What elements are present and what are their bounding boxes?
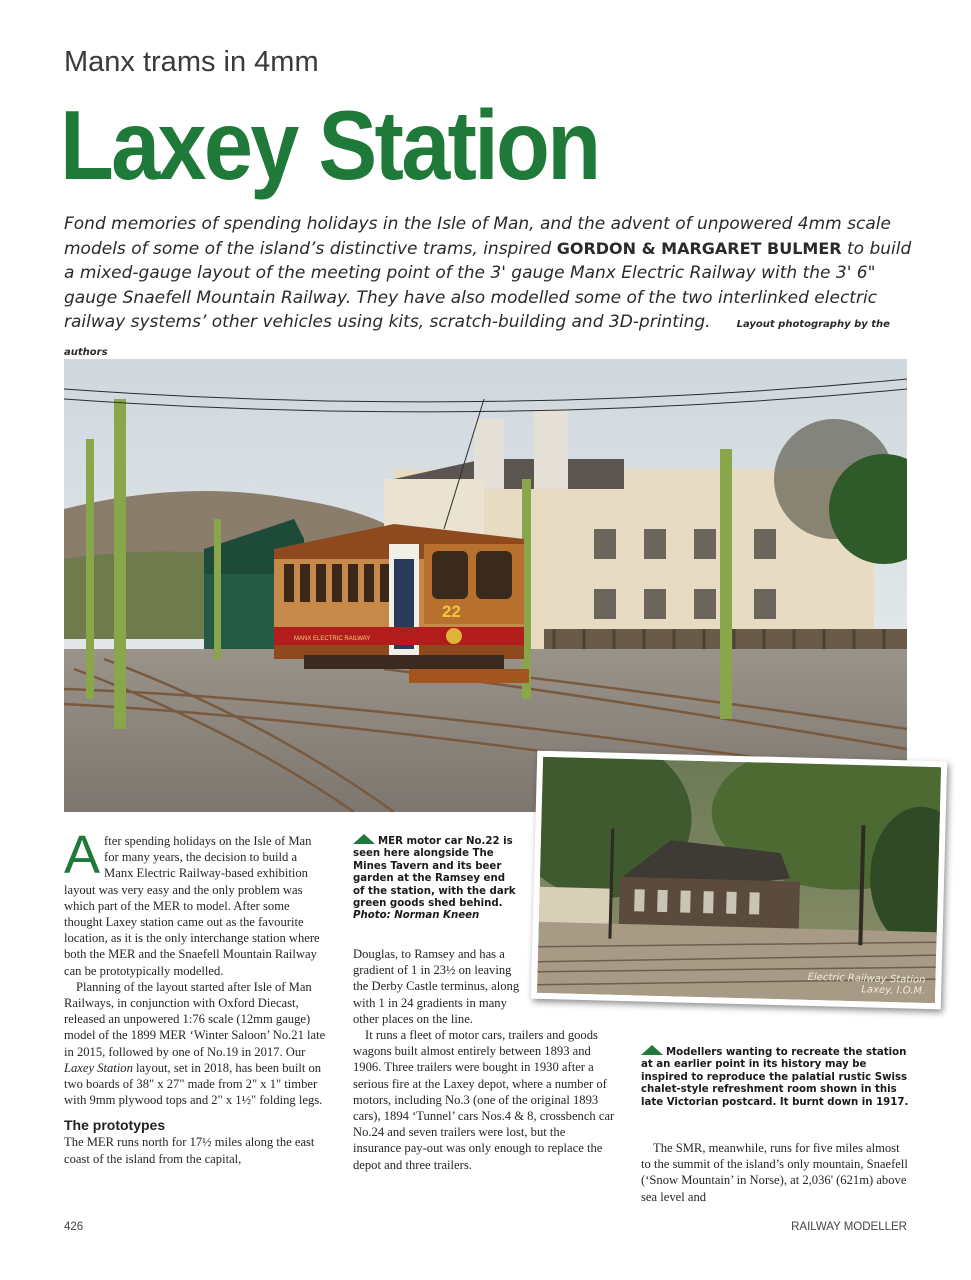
tram-number: 22 bbox=[442, 602, 461, 621]
body-column-3 bbox=[641, 1140, 909, 1205]
body-column-2 bbox=[353, 946, 615, 1173]
triangle-up-icon bbox=[641, 1045, 663, 1055]
postcard-caption-line1: Electric Railway Station bbox=[807, 971, 926, 986]
body-paragraph-6: The SMR, meanwhile, runs for five miles almost to the summit of the island’s only mountain, Snaefell (‘Snow Mountain’ in Norse), at 2,036' (621m) above sea level and bbox=[641, 1141, 908, 1204]
standfirst-text-a: Fond memories of spending holidays in the Isle of Man, and the advent of unpowered 4mm scale models of some of the island’s distinctive trams, inspired bbox=[64, 214, 891, 259]
standfirst-text-b: to build a mixed-gauge layout of the meeting point of the 3' gauge Manx Electric Railway with the 3' 6" gauge Snaefell Mountain Railway. They have also modelled some of the two interlinked electric railway systems’ other vehicles using kits, scratch-building and 3D-printing. bbox=[64, 238, 912, 332]
body-paragraph-5: It runs a fleet of motor cars, trailers and goods wagons built almost entirely between 1893 and 1906. Three trailers were bought in 1930 after a serious fire at the Laxey depot, where a number of motors, including No.3 (one of the original 1893 cars), 1894 ‘Tunnel’ cars Nos.4 & 8, crossbench car No.24 and seven trailers were lost, but the insurance pay-out was only enough to replace the depot and three trailers. bbox=[353, 1028, 615, 1172]
authors: GORDON & MARGARET BULMER bbox=[556, 238, 842, 258]
kicker: Manx trams in 4mm bbox=[64, 46, 319, 78]
caption-mer bbox=[353, 834, 518, 923]
body-paragraph-4: Douglas, to Ramsey and has a gradient of 1 in 23½ on leaving the Derby Castle terminus, along with 1 in 24 gradients in many other places on the line. bbox=[353, 947, 520, 1026]
main-photo bbox=[64, 359, 907, 812]
photo-credit: Layout photography by the authors bbox=[64, 319, 890, 358]
layout-name: Laxey Station bbox=[64, 1060, 133, 1075]
magazine-name: RAILWAY MODELLER bbox=[791, 1221, 907, 1233]
postcard-lettering bbox=[807, 972, 925, 997]
caption-postcard-text: Modellers wanting to recreate the station at an earlier point in its history may be inspired to reproduce the palatial rustic Swiss chalet-style refreshment room shown in this late Victorian postcard. It burnt down in 1917. bbox=[641, 1047, 909, 1108]
triangle-up-icon bbox=[353, 834, 375, 844]
tram-lettering: MANX ELECTRIC RAILWAY bbox=[294, 636, 371, 642]
dropcap: A bbox=[64, 825, 101, 885]
standfirst bbox=[64, 212, 914, 365]
caption-mer-credit: Photo: Norman Kneen bbox=[353, 910, 480, 922]
caption-postcard bbox=[641, 1045, 909, 1109]
page-title: Laxey Station bbox=[60, 90, 599, 200]
postcard-caption-line2: Laxey, I.O.M. bbox=[861, 984, 926, 997]
subhead: The prototypes bbox=[64, 1117, 166, 1134]
body-paragraph-2: Planning of the layout started after Isle of Man Railways, in conjunction with Oxford Diecast, released an unpowered 1:76 scale (12mm gauge) model of the 1899 MER ‘Winter Saloon’ No.21 late in 2015, followed by one of No.19 in 2017. Our Laxey Station layout, set in 2018, has been built on two boards of 38" x 27" made from 2" x 1" timber with 9mm plywood tops and 2" x 1½" folding legs. bbox=[64, 979, 326, 1108]
page-number: 426 bbox=[64, 1221, 84, 1233]
body-column-1 bbox=[64, 825, 326, 1167]
caption-mer-text: MER motor car No.22 is seen here alongside The Mines Tavern and its beer garden at the Ramsey end of the station, with the dark green goods shed behind. bbox=[353, 836, 516, 910]
body-paragraph-1: fter spending holidays on the Isle of Man for many years, the decision to build a Manx Electric Railway-based exhibition layout was very easy and the only problem was which part of the MER to model. After some thought Laxey station came out as the favourite location, as it is the only interchange station where both the MER and the Snaefell Mountain Railway can be prototypically modelled. bbox=[64, 834, 320, 978]
body-paragraph-3: The MER runs north for 17½ miles along the east coast of the island from the capital, bbox=[64, 1135, 315, 1166]
